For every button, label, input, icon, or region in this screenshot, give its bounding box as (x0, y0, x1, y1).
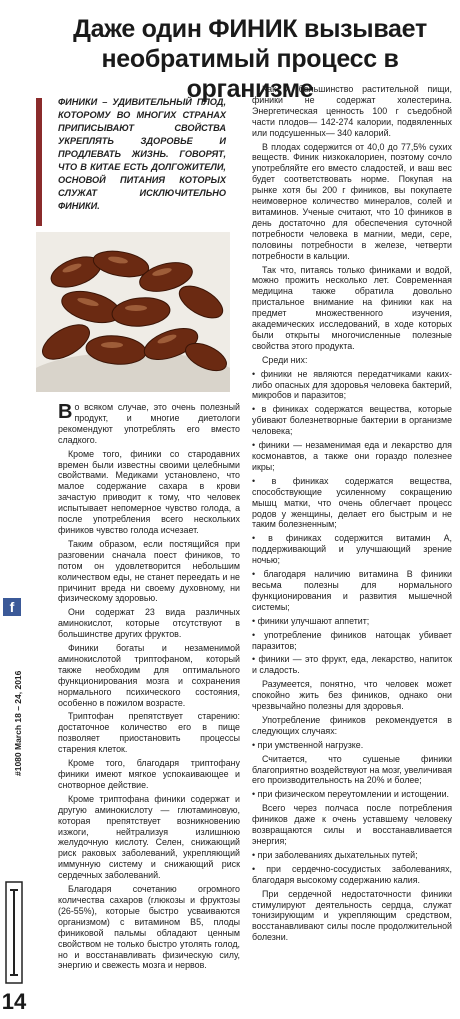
drop-cap: В (58, 401, 73, 423)
list-item: • при умственной нагрузке. (252, 739, 364, 750)
list-item: • в финиках содержатся вещества, способствующие усиленному сокращению мышц матки, что очень облегчает процесс родов у женщины, делает его быстрым и не таким болезненным; (252, 475, 452, 530)
issue-info: #1080 March 18 – 24, 2016 (13, 670, 23, 776)
paragraph: Триптофан препятствует старению: достаточное количество его в пище позволяет приостановить процессы старения клеток. (58, 711, 240, 755)
article-lead: ФИНИКИ – УДИВИТЕЛЬНЫЙ ПЛОД, КОТОРОМУ ВО МНОГИХ СТРАНАХ ПРИПИСЫВАЮТ СВОЙСТВА УКРЕПЛЯТЬ ЗДОРОВЬЕ И ПРОДЛЕВАТЬ ЖИЗНЬ. ГОВОРЯТ, ЧТО В КИТАЕ ЕСТЬ ДОЛГОЖИТЕЛИ, ОСНОВОЙ ПИТАНИЯ КОТОРЫХ СЛУЖАТ ИСКЛЮЧИТЕЛЬНО ФИНИКИ. (58, 97, 226, 211)
list-item: • благодаря наличию витамина В финики весьма полезны для нормального функционирования и развития мышечной системы; (252, 569, 452, 612)
paragraph: Всего через полчаса после потребления фиников даже к очень уставшему человеку возвращаются силы и восстанавливается энергия; (252, 803, 452, 846)
list-item: • при заболеваниях дыхательных путей; (252, 849, 418, 860)
facebook-icon[interactable]: f (3, 598, 21, 616)
article-title: Даже один ФИНИК вызывает необратимый процесс в организме (73, 15, 427, 103)
lead-accent-bar (36, 98, 42, 226)
logo-icon (4, 880, 24, 985)
publication-logo (4, 880, 24, 985)
list-item: • финики — это фрукт, еда, лекарство, напиток и сладость. (252, 654, 452, 676)
list-item: • при физическом переутомлении и истощении. (252, 789, 449, 800)
paragraph: Кроме того, финики со стародавних времен были известны своими целебными свойствами. Медиками установлено, что малое содержание сахара в крови зачастую приводит к тому, что человек испытывает непомерное чувство голода, а после употребления всего нескольких фиников чувство голода исчезает. (58, 448, 240, 535)
paragraph: Так что, питаясь только финиками и водой, можно прожить несколько лет. Современная медицина также обратила довольно пристальное внимание на финики как на предмет множественного изучения, академических исследований, в ходе которых были открыты многочисленные полезные свойства этого продукта. (252, 264, 452, 351)
paragraph: Они содержат 23 вида различных аминокислот, которые отсутствуют в большинстве других фруктов. (58, 607, 240, 640)
list-item: • в финиках содержатся вещества, которые убивают болезнетворные бактерии в организме человека; (252, 404, 452, 437)
paragraph: Благодаря сочетанию огромного количества сахаров (глюкозы и фруктозы (26-55%), которые быстро усваиваются организмом) с витамином В5, плоды финиковой пальмы обладают ценным свойством не только быстро утолять голод, но и восстанавливать физическую силу, энергию и свежесть мозга и нервов. (58, 884, 240, 971)
paragraph: Употребление фиников рекомендуется в следующих случаях: (252, 714, 452, 736)
paragraph: В плодах содержится от 40,0 до 77,5% сухих веществ. Финик низкокалориен, поэтому сочло употребляйте его вместо сладостей, и ваш вес будет соответствовать норме. Покупая на рынке хотя бы 200 г фиников, вы покупаете неимоверное количество минералов, солей и витаминов. Ученые считают, что 10 фиников в день достаточно для обеспечения суточной потребности человека в магнии, меди, сере, половины потребности в железе, четверти потребности в кальции. (252, 141, 452, 261)
paragraph: Таким образом, если постящийся при разговении сначала поест фиников, то потом он удовлетворится небольшим количеством еды, не станет переедать и не причинит вреда ни своему духовному, ни физическому здоровью. (58, 538, 240, 604)
paragraph: Разумеется, понятно, что человек может спокойно жить без фиников, однако они чрезвычайно полезны для здоровья. (252, 679, 452, 712)
list-item: • финики улучшают аппетит; (252, 615, 370, 626)
dates-illustration (36, 232, 230, 392)
dates-photo (36, 232, 230, 392)
paragraph: Во всяком случае, это очень полезный продукт, и многие диетологи рекомендуют употреблять его вместо сладкого. (58, 401, 240, 445)
list-item: • при сердечно-сосудистых заболеваниях, благодаря высокому содержанию калия. (252, 863, 452, 885)
paragraph: Финики богаты и незаменимой аминокислотой триптофаном, который также необходим для оптимального функционирования мозга и сохранения нормального психического состояния, особенно в пожилом возрасте. (58, 643, 240, 708)
paragraph: При сердечной недостаточности финики стимулируют деятельность сердца, служат тонизирующим и укрепляющим средством, восстанавливают силы после продолжительной болезни. (252, 888, 452, 943)
paragraph: Среди них: (262, 354, 308, 365)
paragraph: Кроме триптофана финики содержат и другую аминокислоту — глютаминовую, которая препятствует возникновению изжоги, нейтрализуя излишнюю желудочную кислоту. Селен, снижающий риск раковых заболеваний, укрепляющий иммунную систему и снижающий риск сердечных заболеваний. (58, 793, 240, 881)
list-item: • употребление фиников натощак убивает паразитов; (252, 629, 452, 651)
list-item: • в финиках содержится витамин А, поддерживающий и улучшающий зрение ночью; (252, 533, 452, 566)
paragraph: Кроме того, благодаря триптофану финики имеют мягкое успокаивающее и снотворное действие. (58, 758, 240, 790)
list-item: • финики — незаменимая еда и лекарство для космонавтов, а также они гораздо полезнее икры; (252, 440, 452, 472)
list-item: • финики не являются передатчиками каких-либо опасных для здоровья человека бактерий, микробов и паразитов; (252, 368, 452, 401)
right-text-column (252, 84, 452, 946)
left-text-column (58, 402, 240, 974)
page-number: 14 (1, 989, 27, 1014)
paragraph: Считается, что сушеные финики благоприятно воздействуют на мозг, увеличивая его производительность на 20% и более; (252, 753, 452, 786)
paragraph: Как и большинство растительной пищи, финики не содержат холестерина. Энергетическая ценность 100 г съедобной части плодов— 142-274 калории, подвяленных или подсушенных— 340 калорий. (252, 84, 452, 138)
